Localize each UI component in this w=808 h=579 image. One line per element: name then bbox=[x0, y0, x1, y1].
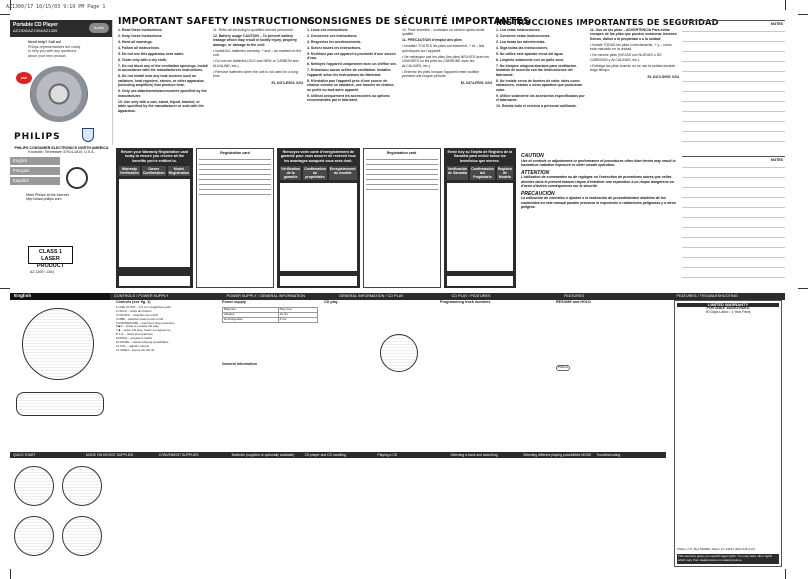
safety-item: 1. Read these instructions. bbox=[118, 27, 163, 32]
hold-icon: HOLD bbox=[558, 364, 568, 369]
warranty-cell: Model Registration bbox=[168, 167, 190, 176]
safety-item: 8. N'installez pas l'appareil près d'une source de chaleur comme un radiateur, une bouche de chaleur, un poêle ou tout autre appareil. bbox=[307, 78, 395, 92]
cover-line: about your new product. bbox=[28, 53, 67, 58]
notes-line bbox=[682, 111, 785, 112]
crop-mark bbox=[798, 288, 808, 289]
cover-line: Philips representatives are ready bbox=[28, 44, 81, 49]
laser-text: LASER PRODUCT bbox=[36, 256, 65, 269]
form-line bbox=[199, 191, 271, 195]
section-language: English bbox=[10, 293, 110, 300]
safety-ref: EL 6474-S005: 02/4 bbox=[647, 74, 679, 79]
cdplay-title: CD play bbox=[324, 300, 338, 304]
power-cell: Rechargeable bbox=[223, 317, 279, 322]
warranty-subtitle: PORTABLE AUDIO/VIDEO bbox=[706, 305, 750, 310]
notes-line bbox=[682, 167, 785, 168]
warranty-head: Renvoyez votre carte d'enregistrement de garantie pour vous assurer de recevoir tous les avantages auxquels vous avez droit. bbox=[280, 150, 356, 163]
safety-item: 2. Conservez ces instructions. bbox=[307, 33, 358, 38]
section-head: GENERAL INFORMATION / CD PLAY bbox=[339, 294, 404, 298]
safety-item: • Do not mix batteries (OLD and NEW or CARBON and ALKALINE, etc.). bbox=[213, 59, 299, 68]
recycle-icon bbox=[66, 167, 88, 189]
safety-item: 5. No utilice este aparato cerca del agua. bbox=[496, 51, 564, 56]
section-head: FEATURES bbox=[564, 294, 584, 298]
safety-item: 9. Utilice solamente los accesorios especificados por el fabricante. bbox=[496, 93, 585, 102]
caution-fr-text: L'utilisation de commandes ou de réglages ou l'exécution de procédures autres que celles décrites dans le présent manuel risque d'entraîner une exposition à un risque dangereux ou d'avoir d'autres conséquences sur la sécurité. bbox=[521, 175, 674, 188]
controls-title: Controls (see fig. 1) bbox=[116, 300, 151, 304]
controls-column bbox=[116, 300, 216, 450]
bottom-content bbox=[10, 300, 785, 569]
notes-line bbox=[682, 41, 785, 42]
safety-item: 10. Pluie entretien : contactez un service après-vente qualifié. bbox=[402, 27, 485, 36]
notes-line bbox=[682, 237, 785, 238]
control-item: 1 LINE OUT/Ω – 3.5 mm headphone jack bbox=[116, 304, 171, 309]
safety-item: 5. Do not use this apparatus near water. bbox=[118, 51, 185, 56]
section-head: CONTROLS / POWER SUPPLY bbox=[114, 294, 169, 298]
safety-item: 1. Lea estas instrucciones. bbox=[496, 27, 541, 32]
notes-line bbox=[682, 71, 785, 72]
sub-section-head: MODE ON DEVICE SUPPLIED bbox=[85, 453, 134, 457]
notes-line bbox=[682, 227, 785, 228]
form-line bbox=[366, 181, 438, 185]
caution-en-title: CAUTION bbox=[521, 153, 544, 159]
notes-line bbox=[682, 91, 785, 92]
warranty-body bbox=[280, 183, 357, 271]
shield-icon bbox=[82, 128, 94, 142]
sub-section-head: CONVENIENT SUPPLIES bbox=[158, 453, 199, 457]
safety-item: 11. Refer all servicing to qualified service personnel. bbox=[213, 27, 294, 32]
sub-section-head: CD player and CD handling bbox=[304, 453, 346, 457]
notes-line bbox=[682, 197, 785, 198]
control-item: 12 OPEN – opens the CD lid bbox=[116, 347, 155, 352]
warranty-card-es bbox=[444, 148, 516, 288]
company-address: Knoxville, Tennessee 37914-1810, U.S.A. bbox=[28, 150, 95, 155]
warranty-cell: Confirmation du propriétaire bbox=[304, 167, 326, 180]
caution-panel bbox=[521, 154, 679, 289]
safety-es-title: INSTRUCCIONES IMPORTANTES DE SEGURIDAD bbox=[496, 17, 719, 27]
cover-panel bbox=[10, 20, 113, 145]
safety-item: 8. Do not install near any heat sources such as radiators, heat registers, stoves, or other apparatus (including amplifiers) that produce heat. bbox=[118, 74, 204, 87]
safety-item: 11. Uso de las pilas – ADVERTENCIA Para evitar escapes de las pilas que pueden ocasionar lesiones físicas, daños a la propiedad o a la unidad: bbox=[590, 27, 677, 41]
device-diagram-side bbox=[16, 392, 104, 416]
safety-item: 3. Lea todas las advertencias. bbox=[496, 39, 546, 44]
trouble-column bbox=[556, 300, 666, 450]
notes-line bbox=[682, 131, 785, 132]
hold-row bbox=[556, 365, 666, 371]
safety-item: 12. Battery usage CAUTION – To prevent battery leakage which may result in bodily injury, property damage, or damage to the unit: bbox=[213, 33, 297, 47]
notes-column bbox=[682, 20, 785, 286]
power-column bbox=[222, 300, 318, 450]
cd-disc-diagram bbox=[380, 334, 418, 372]
safety-item: • Instale TODAS las pilas correctamente, + y – como está marcado en la unidad. bbox=[590, 42, 672, 51]
warranty-footer bbox=[447, 276, 513, 286]
notes-panel-top bbox=[682, 20, 785, 150]
safety-item: 7. No bloquee ninguna abertura para ventilación. Instálelo de acuerdo con las instrucciones del fabricante. bbox=[496, 63, 578, 77]
lang-tab-espanol: Español bbox=[10, 177, 60, 185]
sub-section-head: QUICK START bbox=[13, 453, 36, 457]
sub-section-head: Selecting a track and searching bbox=[450, 453, 498, 457]
quick-start-diagram bbox=[14, 516, 54, 556]
control-item: 5 ESP/RESUME – electronic skip protection bbox=[116, 320, 175, 325]
crop-mark bbox=[0, 288, 10, 289]
safety-item: 8. No instale cerca de fuentes de calor, tales como radiadores, estufas u otros aparatos que produzcan calor. bbox=[496, 78, 583, 92]
safety-item: 2. Conserve estas instrucciones. bbox=[496, 33, 551, 38]
quick-start-diagram bbox=[62, 466, 102, 506]
laser-product-label bbox=[28, 246, 73, 269]
warranty-cell: Enregistrement du modèle bbox=[329, 166, 357, 180]
safety-item: 5. N'utilisez pas cet appareil à proximité d'une source d'eau. bbox=[307, 51, 396, 60]
warranty-card-fr bbox=[277, 148, 360, 288]
warranty-body bbox=[447, 183, 513, 271]
caution-es-text: La utilización de controles o ajustes o la realización de procedimientos distintos de los contenidos en este manual pueden provocar la exposición a radiaciones peligrosas y a otros peligros. bbox=[521, 196, 676, 209]
control-item: 9 PROG – programs tracks bbox=[116, 336, 153, 341]
safety-item: • Extraiga las pilas cuando no se use la unidad durante largo tiempo. bbox=[590, 63, 676, 72]
safety-item: 1. Lisez ces instructions. bbox=[307, 27, 349, 32]
safety-item: • Enlevez les piles lorsque l'appareil reste inutilisé pendant une longue période. bbox=[402, 69, 479, 78]
caution-es-title: PRECAUCIÓN bbox=[521, 190, 555, 197]
form-line bbox=[199, 161, 271, 165]
registration-form bbox=[196, 148, 274, 288]
safety-item: 3. Heed all warnings. bbox=[118, 39, 153, 44]
notes-line bbox=[682, 257, 785, 258]
notes-line bbox=[682, 121, 785, 122]
features-column bbox=[440, 300, 550, 450]
philips-logo: PHILIPS bbox=[14, 132, 61, 142]
safety-item: 2. Keep these instructions. bbox=[118, 33, 163, 38]
crop-mark bbox=[785, 569, 786, 579]
lang-tab-francais: Français bbox=[10, 167, 60, 175]
website-label: Meet Philips at the Internet bbox=[26, 192, 69, 197]
form-line bbox=[199, 171, 271, 175]
safety-item: 6. Clean only with a dry cloth. bbox=[118, 57, 168, 62]
safety-item: 10. Use only with a cart, stand, tripod, bracket, or table specified by the manufacturer or sold with the apparatus. bbox=[118, 99, 204, 113]
safety-item: 7. Do not block any of the ventilation openings. Install in accordance with the manufacturers instructions. bbox=[118, 63, 208, 72]
warranty-head: Return your Warranty Registration card today to ensure you receive all the benefits you're entitled to. bbox=[120, 150, 189, 163]
form-line bbox=[199, 181, 271, 185]
safety-en-title: IMPORTANT SAFETY INSTRUCTIONS bbox=[118, 16, 315, 27]
notes-line bbox=[682, 247, 785, 248]
safety-item: • Ne mélangez pas les piles (les piles NEUVES avec les USAGÉES ou les piles au CARBONE avec les ALCALINES, etc.). bbox=[402, 54, 490, 68]
cover-model: AZ1300/AZ1304/AZ1305 bbox=[13, 28, 58, 33]
warranty-footer bbox=[280, 276, 357, 286]
form-title: Registration card bbox=[220, 151, 250, 155]
power-title: Power supply bbox=[222, 300, 246, 304]
warranty-body bbox=[119, 179, 190, 267]
notes-line bbox=[682, 31, 785, 32]
language-panel bbox=[10, 146, 113, 286]
quick-start-diagram bbox=[14, 466, 54, 506]
form-line bbox=[366, 176, 438, 180]
warranty-cell: Confirmación del Propietario bbox=[471, 167, 494, 180]
notes-line bbox=[682, 101, 785, 102]
power-table bbox=[222, 307, 318, 323]
company-name: PHILIPS CONSUMER ELECTRONICS NORTH AMERICA bbox=[14, 146, 109, 150]
crop-mark bbox=[10, 569, 11, 579]
form-line bbox=[366, 166, 438, 170]
warranty-cell: Vérification de la garantie bbox=[281, 167, 301, 180]
safety-item: • Installez TOUTES les piles correctement, + et – tels qu'indiqués sur l'appareil. bbox=[402, 44, 485, 53]
notes-line bbox=[682, 51, 785, 52]
website-url: http://www.philips.com bbox=[26, 196, 62, 201]
caution-fr-title: ATTENTION bbox=[521, 169, 550, 176]
safety-item: 6. Límpielo solamente con un paño seco. bbox=[496, 57, 565, 62]
trouble-title: RESUME and HOLD bbox=[556, 300, 591, 304]
safety-item: 4. Siga todas las instrucciones. bbox=[496, 45, 549, 50]
warranty-head: Envíe hoy su Tarjeta de Registro de la Garantía para recibir todos los beneficios que merece. bbox=[447, 150, 513, 163]
warranty-footer bbox=[119, 276, 190, 286]
safety-item: 9. Only use attachments/accessories specified by the manufacturer. bbox=[118, 89, 207, 98]
general-title: General information bbox=[222, 361, 258, 366]
safety-ref: EL 6474-F005: 02/4 bbox=[460, 80, 492, 85]
esp-tag: ESP bbox=[16, 72, 32, 84]
sub-section-head: Playing a CD bbox=[377, 453, 398, 457]
control-item: 2 HOLD – locks all buttons bbox=[116, 308, 152, 313]
registration-form bbox=[363, 148, 441, 288]
form-line bbox=[366, 186, 438, 190]
power-cell: 10 hrs bbox=[278, 312, 317, 317]
lang-tab-english: English bbox=[10, 157, 60, 165]
cover-line: to help you with any questions bbox=[28, 49, 77, 54]
notes-line bbox=[682, 187, 785, 188]
form-title: Registration card bbox=[386, 151, 417, 155]
section-header-bar bbox=[10, 293, 785, 300]
device-diagram-column bbox=[10, 300, 110, 450]
notes-label: NOTES bbox=[770, 158, 783, 162]
warranty-card-en bbox=[116, 148, 193, 288]
power-cell: 6 hrs bbox=[278, 317, 317, 322]
section-head: FEATURES / TROUBLESHOOTING bbox=[676, 294, 738, 298]
crop-mark bbox=[785, 0, 786, 10]
notes-panel-bottom bbox=[682, 156, 785, 286]
section-head: POWER SUPPLY / GENERAL INFORMATION bbox=[226, 294, 306, 298]
control-item: 4 DBB – switches bass boost on/off bbox=[116, 316, 164, 321]
power-cell: Alkaline bbox=[223, 312, 279, 317]
safety-item: 11. PRECAUTION d'emploi des piles bbox=[402, 38, 462, 42]
crop-mark bbox=[10, 0, 11, 10]
control-item: 10 MODE – selects playing possibilities bbox=[116, 340, 169, 345]
safety-fr-title: CONSIGNES DE SÉCURITÉ IMPORTANTES bbox=[307, 16, 531, 27]
model-number: AZ 1300 / 1304 bbox=[30, 270, 54, 274]
control-item: 8 ∧/∨ – skips and searches bbox=[116, 332, 153, 337]
form-line bbox=[366, 171, 438, 175]
print-slug: AZ1300/17 10/15/03 9:19 PM Page 1 bbox=[6, 4, 106, 10]
sub-section-head: Selecting different playing possibilities MODE bbox=[523, 453, 592, 457]
cover-line: Need help? Call us! bbox=[28, 40, 62, 44]
cover-help-text bbox=[28, 40, 112, 58]
sub-section-head: Batteries (supplied or optionally available) bbox=[231, 453, 295, 457]
form-line bbox=[199, 166, 271, 170]
safety-item: 3. Respectez les avertissements. bbox=[307, 39, 362, 44]
notes-line bbox=[682, 277, 785, 278]
power-cell: Play time bbox=[278, 307, 317, 312]
safety-item: 4. Suivez toutes les instructions. bbox=[307, 45, 362, 50]
notes-line bbox=[682, 217, 785, 218]
safety-item: • No mezcle pilas (VIEJAS con NUEVAS o DE CARBONO y ALCALINAS, etc.). bbox=[590, 53, 662, 62]
cover-title: Portable CD Player bbox=[13, 22, 59, 28]
crop-mark bbox=[798, 14, 808, 15]
notes-line bbox=[682, 61, 785, 62]
caution-en-text: Use of controls or adjustments or performance of procedures other than herein may result in hazardous radiation exposure or other unsafe operation. bbox=[521, 158, 676, 167]
notes-label: NOTES bbox=[770, 22, 783, 26]
notes-line bbox=[682, 81, 785, 82]
laser-class: CLASS 1 bbox=[38, 249, 63, 255]
notes-line bbox=[682, 267, 785, 268]
bottom-band bbox=[10, 293, 785, 569]
top-band bbox=[10, 16, 785, 286]
notes-line bbox=[682, 207, 785, 208]
form-line bbox=[199, 156, 271, 160]
audio-badge: Audio bbox=[89, 23, 109, 33]
control-item: 7 ■ – stops CD play, clears a programme bbox=[116, 328, 171, 333]
sub-section-head: Troubleshooting bbox=[596, 453, 621, 457]
control-item: 3 ON/OFF – switches set on/off bbox=[116, 312, 158, 317]
power-cell: Batteries bbox=[223, 307, 279, 312]
warranty-cell: Owner Confirmation bbox=[142, 167, 165, 176]
notes-line bbox=[682, 177, 785, 178]
quick-start-diagrams bbox=[10, 460, 110, 566]
safety-item: 6. Nettoyez l'appareil uniquement avec un chiffon sec. bbox=[307, 62, 397, 66]
notes-line bbox=[682, 141, 785, 142]
warranty-legal: This warranty gives you specific legal rights. You may have other rights which vary from state/province to state/province. bbox=[677, 554, 779, 564]
control-item: 11 VOL – adjusts volume bbox=[116, 343, 150, 348]
safety-item: 4. Follow all instructions. bbox=[118, 45, 160, 50]
warranty-cell: Warranty Verification bbox=[120, 167, 139, 176]
warranty-column bbox=[674, 300, 782, 567]
cover-header bbox=[10, 20, 112, 37]
cdplay-column bbox=[324, 300, 434, 450]
warranty-cell: Registro de Modelo bbox=[497, 167, 513, 180]
crop-mark bbox=[0, 14, 10, 15]
safety-ref: EL 6474-E004: 02/4 bbox=[271, 80, 303, 85]
safety-item: 7. N'obstruez aucun orifice de ventilation. Installez l'appareil selon les instructions du fabricant. bbox=[307, 68, 391, 77]
warranty-title: LIMITED WARRANTY bbox=[677, 303, 779, 307]
form-line bbox=[199, 176, 271, 180]
form-line bbox=[366, 161, 438, 165]
safety-item: • Remove batteries when the unit is not used for a long time. bbox=[213, 69, 298, 78]
form-line bbox=[199, 186, 271, 190]
sub-section-bar bbox=[10, 452, 666, 458]
cd-player-image bbox=[30, 66, 88, 122]
quick-start-diagram bbox=[62, 516, 102, 556]
device-diagram-top bbox=[22, 308, 94, 380]
warranty-cards bbox=[116, 148, 516, 288]
safety-item: • Install ALL batteries correctly, + and – as marked on the unit. bbox=[213, 48, 302, 57]
safety-item: 9. Utilisez uniquement les accessoires ou options recommandés par le fabricant. bbox=[307, 93, 390, 102]
control-item: 6 ▶II – starts or pauses CD play bbox=[116, 324, 159, 329]
warranty-cell: Verificación de Garantía bbox=[447, 166, 469, 180]
warranty-years: 90 Days Labor / 1 Year Parts bbox=[705, 309, 751, 314]
form-line bbox=[366, 156, 438, 160]
section-head: CD PLAY / FEATURES bbox=[451, 294, 491, 298]
features-title: Programming track numbers bbox=[440, 300, 491, 304]
safety-item: 10. Remita todo el servicio a personal calificado. bbox=[496, 104, 577, 108]
warranty-footer-text: Philips, P.O. Box 520890, Miami, FL 33152 (402) 536-4171 bbox=[677, 547, 756, 552]
